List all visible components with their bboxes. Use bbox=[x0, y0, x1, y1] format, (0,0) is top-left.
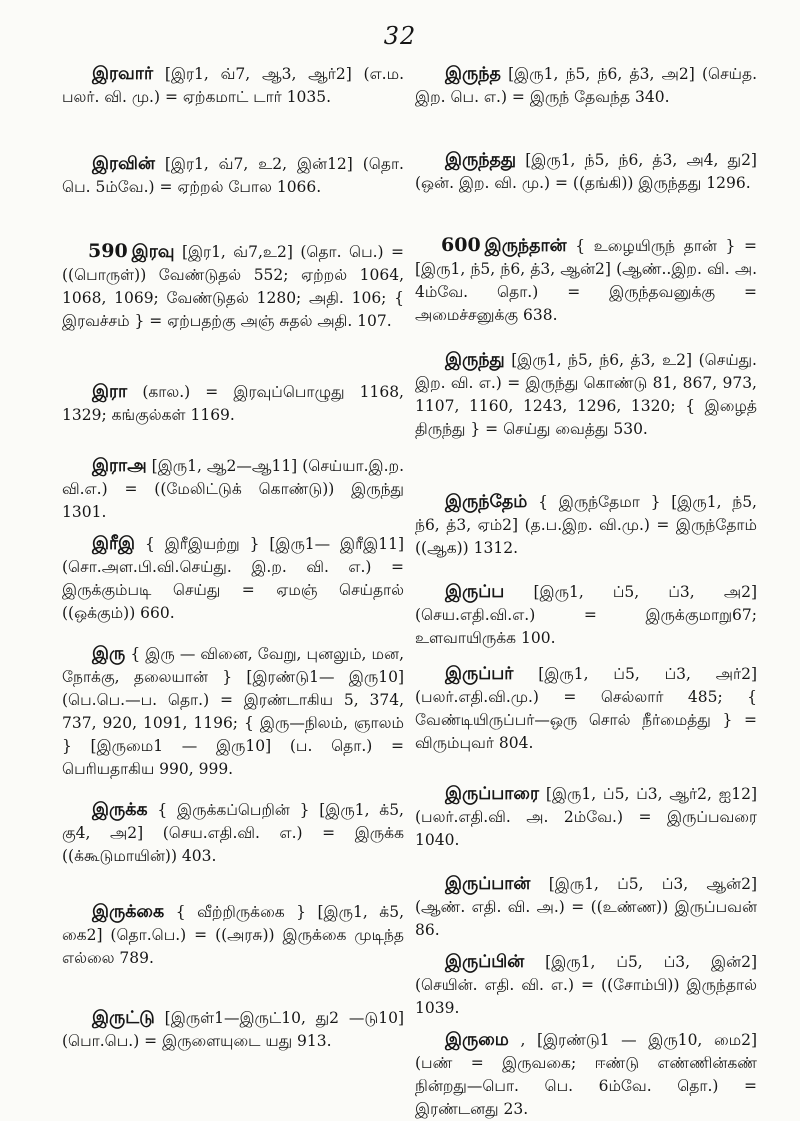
headword: இருந்தது bbox=[445, 150, 517, 170]
entry-definition: [இரு1, ப்5, ப்3, இன்2] (செயின். எதி. வி. எ.) = ((சோம்பி)) இருந்தால் 1039. bbox=[415, 953, 757, 1017]
entry-definition: [இரு1, ந்5, ந்6, த்3, அ4, து2] (ஒன். இற. வி. மு.) = ((தங்கி)) இருந்தது 1296. bbox=[415, 151, 757, 192]
entry-definition: [இருள்1—இருட்10, து2 —டு10] (பொ.பெ.) = இருளையுடை யது 913. bbox=[62, 1009, 404, 1050]
entry-definition: [இரு1, ந்5, ந்6, த்3, உ2] (செய்து. இற. வி. எ.) = இருந்து கொண்டு 81, 867, 973, 1107, 1160, 1243, 1296, 1320; { இழைத் திருந்து } = செய்து வைத்து 530. bbox=[415, 351, 757, 438]
headword: இரவார் bbox=[92, 64, 154, 84]
headword: இரு bbox=[92, 644, 126, 664]
entry-definition: , [இரண்டு1 — இரு10, மை2] (பண் = இருவகை; ஈண்டு எண்ணின்கண் நின்றது—பொ. பெ. 6ம்வே. தொ.) = இரண்டனது 23. bbox=[415, 1031, 758, 1118]
headword: இருமை bbox=[445, 1030, 509, 1050]
headword: இரா bbox=[92, 382, 128, 402]
entry-definition: [இரு1, ப்5, ப்3, ஆன்2] (ஆண். எதி. வி. அ.) = ((உண்ண)) இருப்பவன் 86. bbox=[415, 875, 757, 939]
headword: இருப்ப bbox=[445, 582, 505, 602]
dictionary-entry bbox=[415, 62, 757, 109]
headword: இருக்கை bbox=[92, 902, 165, 922]
entry-definition: [இரு1, ப்5, ப்3, ஆர்2, ஐ12] (பலர்.எதி.வி. அ. 2ம்வே.) = இருப்பவரை 1040. bbox=[415, 785, 757, 849]
headword: இருப்பாரை bbox=[445, 784, 540, 804]
entry-definition: [இர1, வ்7, உ2, இன்12] (தொ. பெ. 5ம்வே.) = ஏற்றல் போல 1066. bbox=[62, 155, 404, 196]
headword: இருப்பான் bbox=[445, 874, 531, 894]
entry-definition: [இரு1, ந்5, ந்6, த்3, அ2] (செய்த. இற. பெ. எ.) = இருந் தேவந்த 340. bbox=[415, 65, 757, 106]
dictionary-entry bbox=[62, 798, 404, 868]
dictionary-entry bbox=[62, 454, 404, 524]
entry-number: 590 bbox=[88, 240, 128, 262]
entry-definition: [இரு1, ப்5, ப்3, அர்2] (பலர்.எதி.வி.மு.) = செல்லார் 485; { வேண்டியிருப்பர்—ஒரு சொல் நீர்மைத்து } = விரும்புவர் 804. bbox=[415, 665, 757, 752]
entry-definition: { இரு — வினை, வேறு, புனலும், மன, நோக்கு, தலையான் } [இரண்டு1— இரு10] (பெ.பெ.—ப. தொ.) = இரண்டாகிய 5, 374, 737, 920, 1091, 1196; { இரு—நிலம், ஞாலம் } [இருமை1 — இரு10] (ப. தொ.) = பெரியதாகிய 990, 999. bbox=[62, 645, 404, 778]
headword: இருந்தான் bbox=[484, 236, 567, 256]
dictionary-entry bbox=[62, 642, 404, 781]
headword: இரீஇ bbox=[92, 534, 136, 554]
dictionary-entry bbox=[415, 1028, 757, 1121]
entry-definition: (கால.) = இரவுப்பொழுது 1168, 1329; கங்குல்கள் 1169. bbox=[62, 383, 404, 424]
entry-definition: [இரு1, ப்5, ப்3, அ2] (செய.எதி.வி.எ.) = இருக்குமாறு67; உளவாயிருக்க 100. bbox=[415, 583, 757, 647]
entry-definition: [இர1, வ்7, ஆ3, ஆர்2] (எ.ம. பலர். வி. மு.) = ஏற்கமாட் டார் 1035. bbox=[62, 65, 404, 106]
dictionary-entry bbox=[62, 900, 404, 970]
headword: இருட்டு bbox=[92, 1008, 155, 1028]
dictionary-entry bbox=[62, 62, 404, 109]
entry-definition: { இரீஇயற்று } [இரு1— இரீஇ11] (சொ.அள.பி.வி.செய்து. இ.ற. வி. எ.) = இருக்கும்படி செய்து = ஏமஞ் செய்தால் ((ஒக்கும்)) 660. bbox=[62, 535, 404, 622]
dictionary-entry bbox=[62, 152, 404, 199]
entry-number: 600 bbox=[441, 234, 481, 256]
dictionary-entry bbox=[415, 490, 757, 560]
headword: இருக்க bbox=[92, 800, 148, 820]
dictionary-entry bbox=[415, 234, 757, 327]
entry-definition: { வீற்றிருக்கை } [இரு1, க்5, கை2] (தொ.பெ.) = ((அரசு)) இருக்கை முடிந்த எல்லை 789. bbox=[62, 903, 404, 967]
dictionary-entry bbox=[62, 240, 404, 333]
dictionary-entry bbox=[415, 348, 757, 441]
entry-definition: [இரு1, ஆ2—ஆ11] (செய்யா.இ.ற. வி.எ.) = ((மேலிட்டுக் கொண்டு)) இருந்து 1301. bbox=[62, 457, 404, 521]
headword: இருந்தேம் bbox=[445, 492, 528, 512]
headword: இருப்பர் bbox=[445, 664, 514, 684]
entry-definition: { இருக்கப்பெறின் } [இரு1, க்5, கு4, அ2] (செய.எதி.வி. எ.) = இருக்க ((க்கூடுமாயின்)) 403. bbox=[62, 801, 404, 865]
headword: இரவு bbox=[131, 242, 175, 262]
headword: இரவின் bbox=[92, 154, 155, 174]
dictionary-entry bbox=[415, 872, 757, 942]
dictionary-entry bbox=[415, 662, 757, 755]
headword: இருந்து bbox=[445, 350, 505, 370]
entry-definition: { உழையிருந் தான் } = [இரு1, ந்5, ந்6, த்3, ஆன்2] (ஆண்..இற. வி. அ. 4ம்வே. தொ.) = இருந்தவனுக்கு = அமைச்சனுக்கு 638. bbox=[415, 237, 757, 324]
dictionary-entry bbox=[415, 148, 757, 195]
dictionary-entry bbox=[415, 950, 757, 1020]
dictionary-entry bbox=[415, 580, 757, 650]
entry-definition: [இர1, வ்7,உ2] (தொ. பெ.) = ((பொருள்)) வேண்டுதல் 552; ஏற்றல் 1064, 1068, 1069; வேண்டுதல் 1280; அதி. 106; { இரவச்சம் } = ஏற்பதற்கு அஞ் சுதல் அதி. 107. bbox=[62, 243, 404, 330]
page-number: 32 bbox=[383, 22, 417, 50]
entry-definition: { இருந்தேமா } [இரு1, ந்5, ந்6, த்3, ஏம்2] (த.ப.இற. வி.மு.) = இருந்தோம் ((ஆக)) 1312. bbox=[415, 493, 757, 557]
dictionary-entry bbox=[62, 380, 404, 427]
headword: இராஅ bbox=[92, 456, 147, 476]
headword: இருந்த bbox=[445, 64, 501, 84]
dictionary-entry bbox=[62, 1006, 404, 1053]
headword: இருப்பின் bbox=[445, 952, 525, 972]
dictionary-entry bbox=[62, 532, 404, 625]
dictionary-entry bbox=[415, 782, 757, 852]
